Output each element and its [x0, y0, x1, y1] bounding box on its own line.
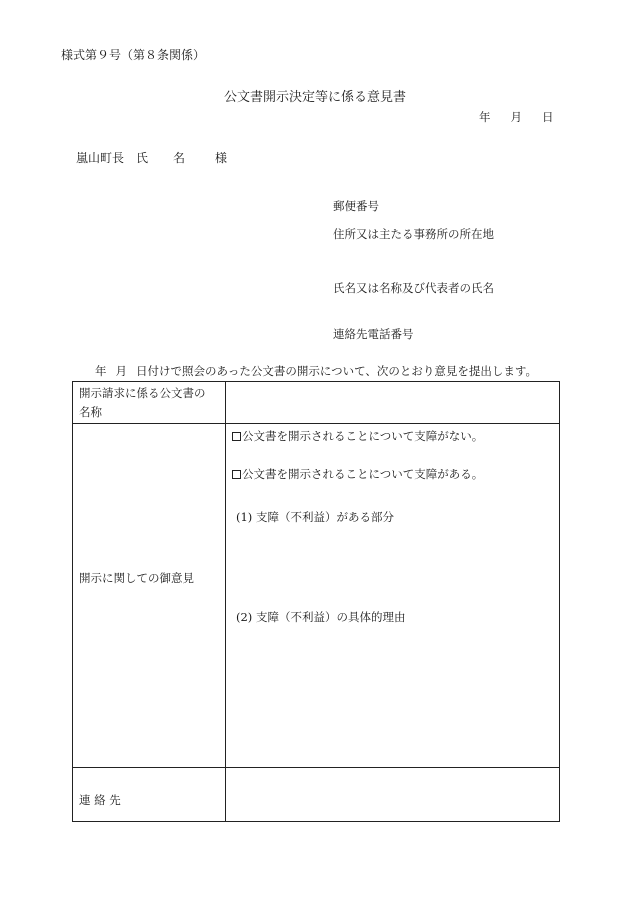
statement [95, 366, 537, 378]
addressee-shi: 氏 [136, 151, 149, 165]
checkbox-icon[interactable] [232, 432, 241, 441]
name-label: 氏名又は名称及び代表者の氏名 [333, 281, 494, 295]
opinion-table [72, 381, 560, 822]
statement-year: 年 [95, 364, 107, 378]
doc-name-label-line2: 名称 [79, 405, 102, 419]
date-day: 日 [542, 110, 554, 124]
opinion-label: 開示に関しての御意見 [79, 571, 194, 585]
item2-label: (2) 支障（不利益）の具体的理由 [236, 610, 406, 624]
date-year: 年 [479, 110, 491, 124]
addressee-honorific: 様 [215, 151, 228, 165]
document-title: 公文書開示決定等に係る意見書 [223, 90, 406, 105]
checkbox-icon[interactable] [232, 470, 241, 479]
addressee [76, 152, 227, 164]
statement-month: 月 [115, 364, 127, 378]
table-divider-vertical [225, 382, 226, 821]
statement-text: 日付けで照会のあった公文書の開示について、次のとおり意見を提出します。 [136, 364, 538, 378]
item1-label: (1) 支障（不利益）がある部分 [236, 510, 394, 524]
address-label: 住所又は主たる事務所の所在地 [333, 227, 494, 241]
option-no-issue-text: 公文書を開示されることについて支障がない。 [242, 429, 484, 443]
contact-label: 連 絡 先 [79, 793, 121, 807]
option-issue[interactable] [232, 469, 483, 481]
date-month: 月 [510, 110, 522, 124]
phone-label: 連絡先電話番号 [333, 327, 414, 341]
table-divider-row2 [73, 767, 559, 768]
option-issue-text: 公文書を開示されることについて支障がある。 [242, 467, 484, 481]
option-no-issue[interactable] [232, 431, 483, 443]
form-number: 様式第９号（第８条関係） [61, 48, 206, 62]
addressee-mei: 名 [173, 151, 186, 165]
table-divider-row1 [73, 423, 559, 424]
doc-name-label [79, 384, 206, 422]
doc-name-label-line1: 開示請求に係る公文書の [79, 386, 206, 400]
postal-code-label: 郵便番号 [333, 199, 379, 213]
date-line [479, 112, 554, 124]
addressee-office: 嵐山町長 [76, 151, 125, 165]
